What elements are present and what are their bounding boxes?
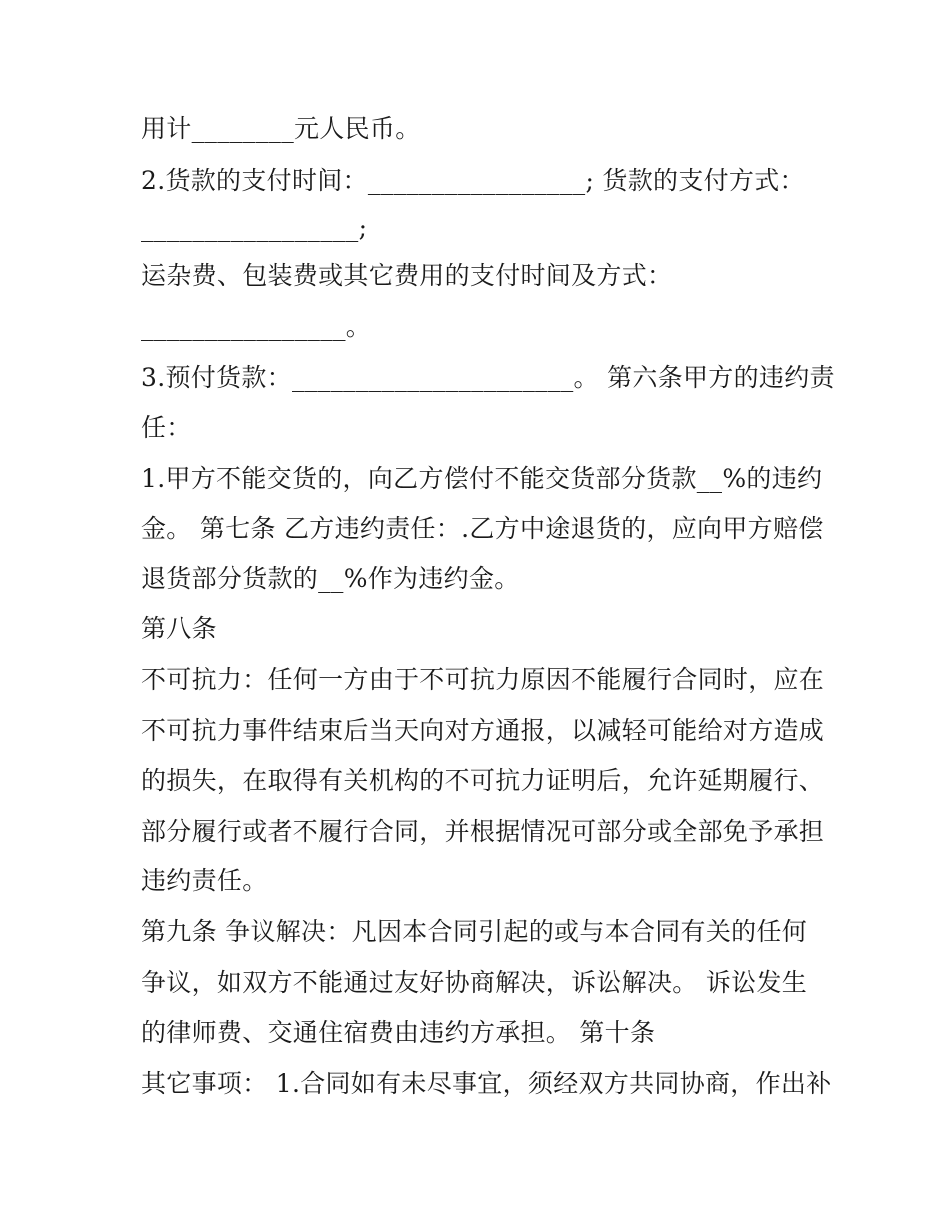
- text-line-prepayment-article-six: 3.预付货款：______________________。 第六条甲方的违约责: [141, 363, 835, 392]
- text-line-force-majeure-5: 违约责任。: [141, 866, 268, 895]
- text-line-misc-fees-blank: ________________。: [141, 312, 372, 341]
- text-line-force-majeure-4: 部分履行或者不履行合同，并根据情况可部分或全部免予承担: [141, 817, 825, 846]
- text-line-article-seven-cont: 退货部分货款的__%作为违约金。: [141, 564, 520, 593]
- text-line-payment-time-method: 2.货款的支付时间：_________________; 货款的支付方式：: [141, 166, 805, 195]
- text-line-payment-method-blank: _________________;: [141, 213, 368, 242]
- text-line-article-eight-heading: 第八条: [141, 614, 217, 643]
- text-line-article-nine-3: 的律师费、交通住宿费由违约方承担。 第十条: [141, 1018, 656, 1047]
- text-line-force-majeure-3: 的损失，在取得有关机构的不可抗力证明后，允许延期履行、: [141, 766, 825, 795]
- text-line-payment-total: 用计________元人民币。: [141, 114, 421, 143]
- text-line-article-seven: 金。 第七条 乙方违约责任：.乙方中途退货的，应向甲方赔偿: [141, 514, 824, 543]
- text-line-article-six-cont: 任：: [141, 413, 192, 442]
- text-line-other-matters: 其它事项： 1.合同如有未尽事宜，须经双方共同协商，作出补: [141, 1069, 832, 1098]
- text-line-force-majeure-2: 不可抗力事件结束后当天向对方通报，以减轻可能给对方造成: [141, 716, 825, 745]
- text-line-article-nine-2: 争议，如双方不能通过友好协商解决，诉讼解决。 诉讼发生: [141, 968, 808, 997]
- text-line-misc-fees: 运杂费、包装费或其它费用的支付时间及方式：: [141, 261, 673, 290]
- text-line-force-majeure-1: 不可抗力：任何一方由于不可抗力原因不能履行合同时，应在: [141, 665, 825, 694]
- text-line-article-nine-1: 第九条 争议解决：凡因本合同引起的或与本合同有关的任何: [141, 917, 808, 946]
- text-line-party-a-breach: 1.甲方不能交货的，向乙方偿付不能交货部分货款__%的违约: [141, 464, 823, 493]
